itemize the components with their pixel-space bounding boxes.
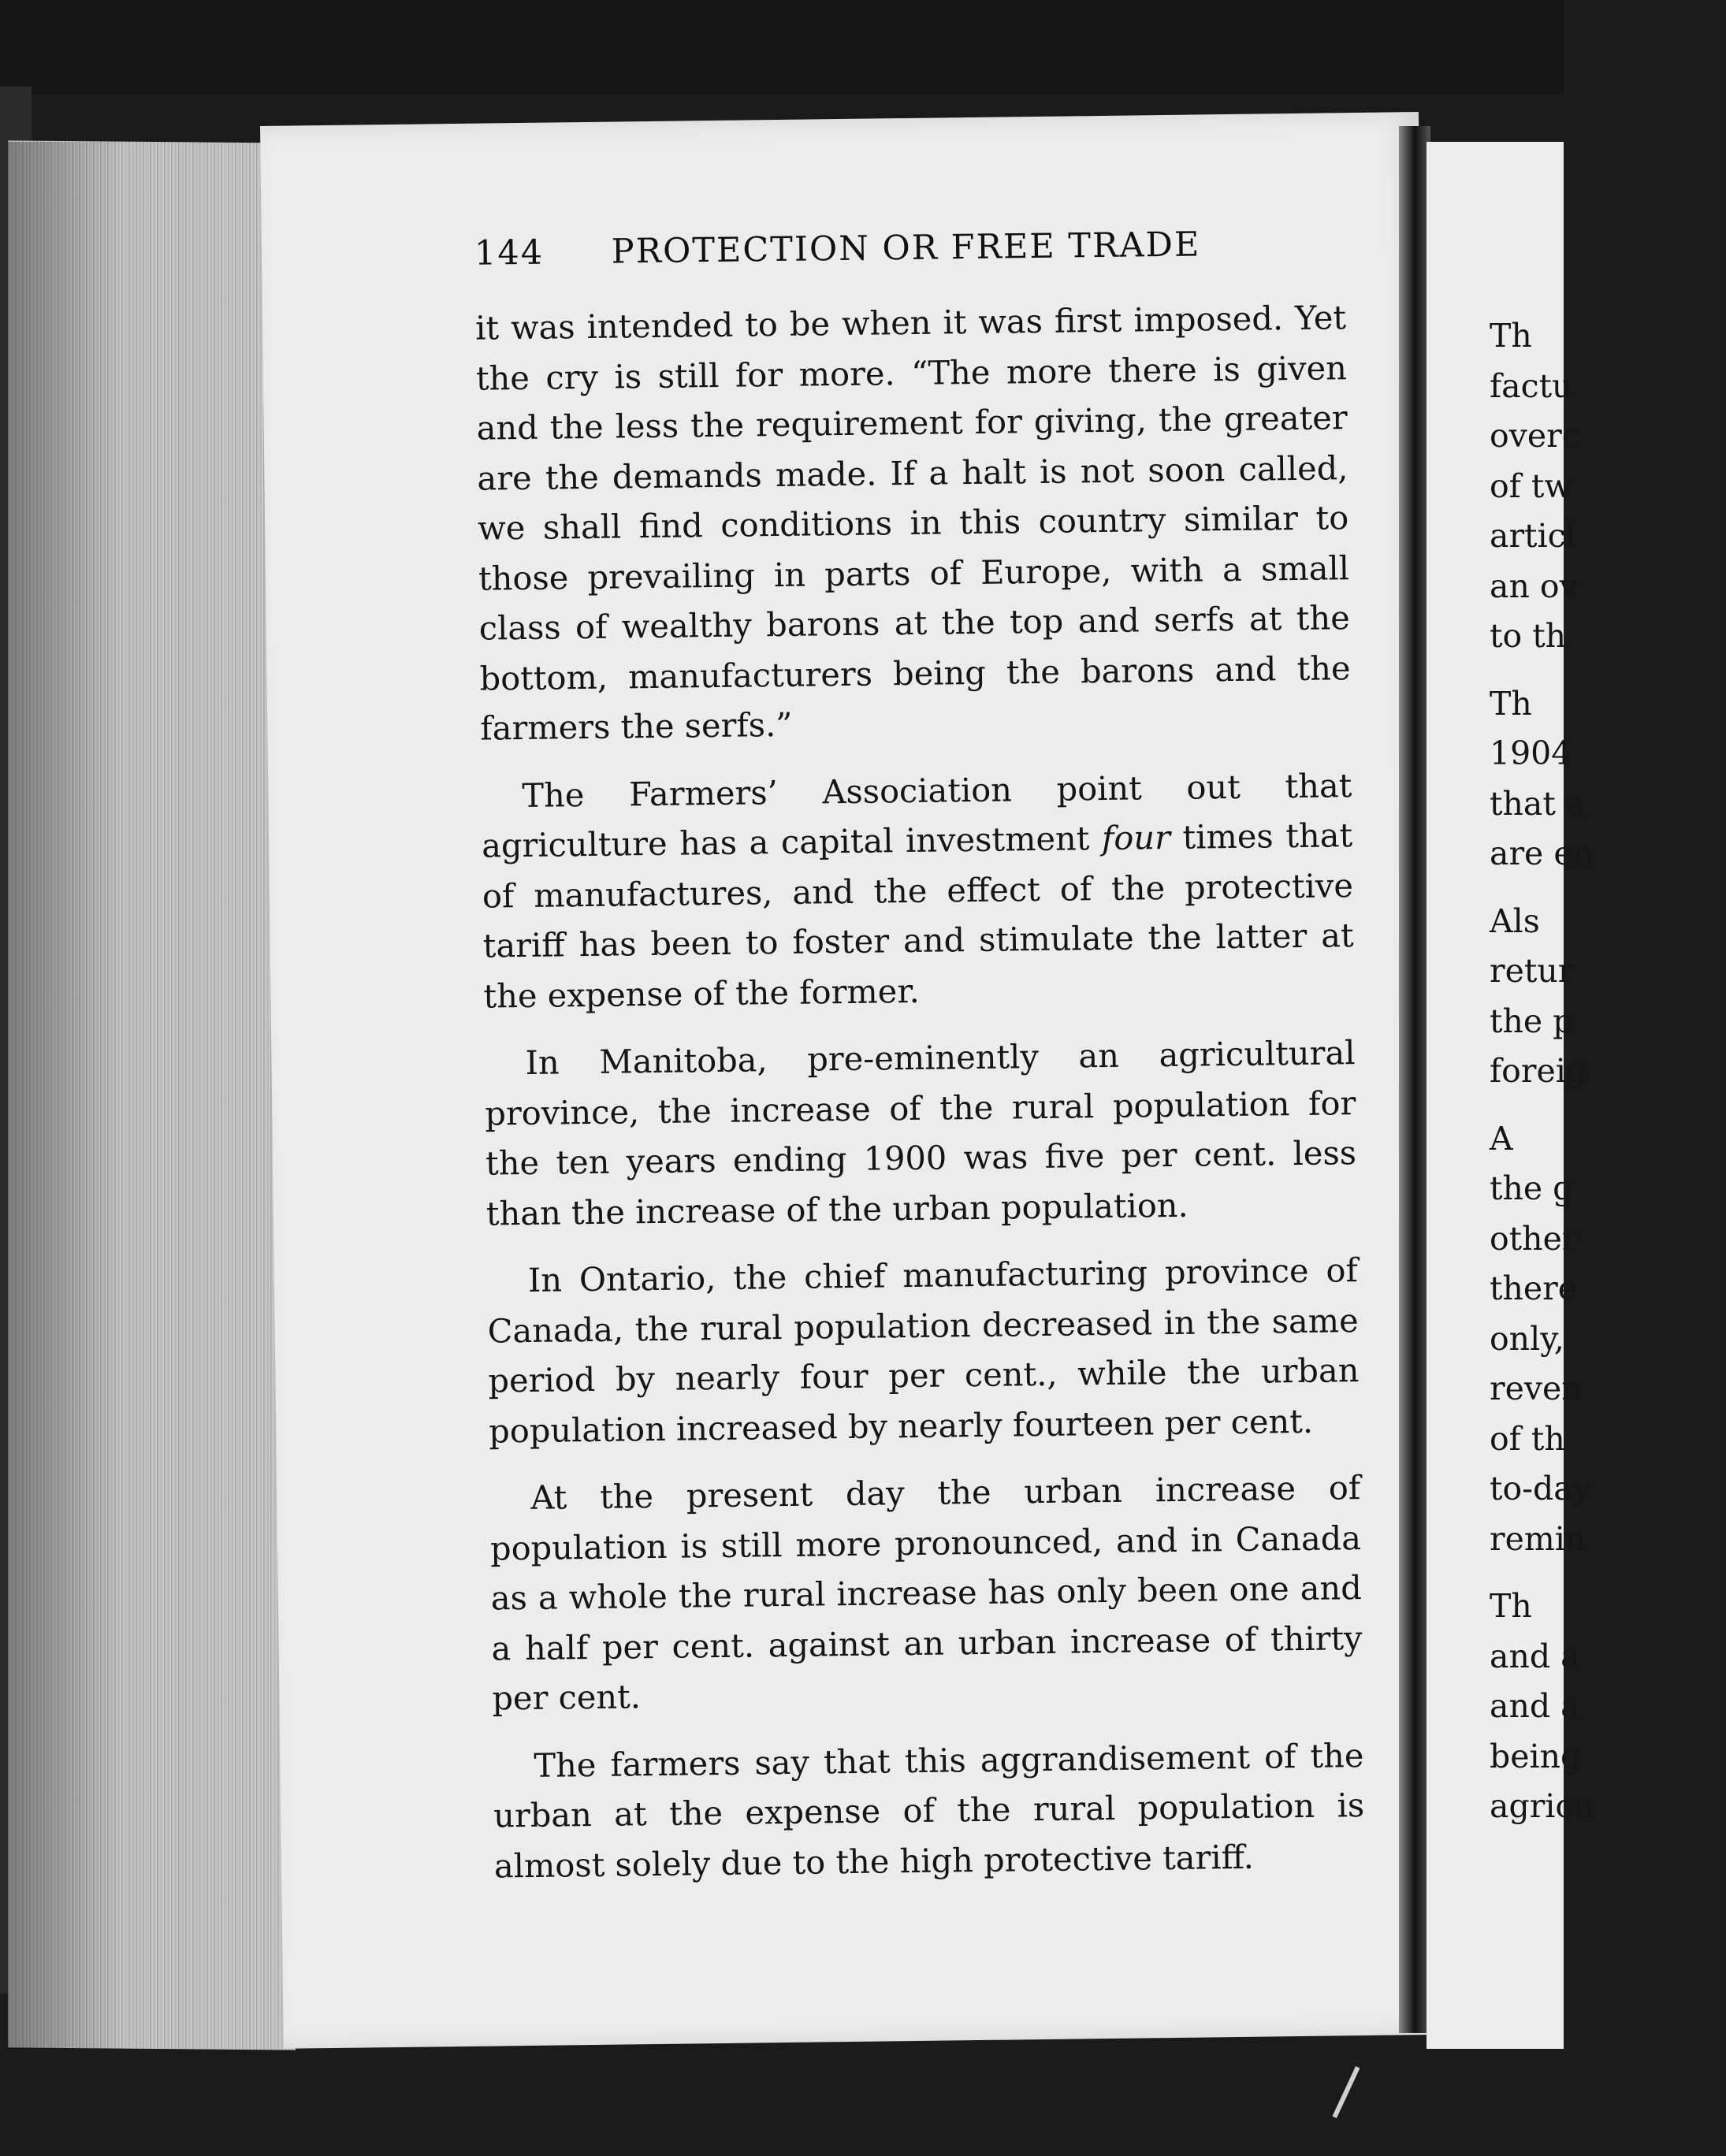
right-line: agricu: [1490, 1787, 1594, 1825]
right-line: Th: [1490, 684, 1532, 723]
right-line: Th: [1490, 1587, 1532, 1625]
right-line: there: [1490, 1269, 1578, 1307]
paragraph-2-italic: four: [1101, 817, 1171, 858]
running-header: [474, 225, 1201, 273]
running-title: PROTECTION OR FREE TRADE: [611, 225, 1201, 272]
right-line: remin: [1490, 1519, 1587, 1558]
paragraph-3: In Manitoba, pre-eminently an agricultural province, the increase of the rural population for the ten years ending 1900 was five per cent. less than the increase of the urban population.: [485, 1033, 1357, 1233]
right-page-text: [1490, 311, 1726, 1832]
paragraph-5: At the present day the urban increase of population is still more pronounced, and in Canada as a whole the rural increase has only been one and a half per cent. against an urban increase of thirty per cent.: [489, 1468, 1363, 1718]
page-body: [475, 292, 1366, 1890]
page-number: 144: [474, 232, 545, 273]
right-line: Th: [1490, 317, 1532, 355]
right-line: an ov: [1490, 567, 1578, 605]
right-line: that a: [1490, 784, 1586, 823]
right-line: reven: [1490, 1370, 1583, 1407]
book-edge-shading: [8, 142, 296, 2049]
paragraph-2: [481, 760, 1355, 1021]
right-line: A: [1490, 1119, 1513, 1158]
book-gutter: [1399, 126, 1430, 2033]
right-line: being: [1490, 1737, 1582, 1775]
right-line: overc: [1490, 417, 1580, 455]
right-page: [1427, 142, 1594, 2049]
scan-scratch-mark: [1332, 2066, 1360, 2118]
right-line: the p: [1490, 1002, 1574, 1040]
right-line: and a: [1490, 1637, 1580, 1675]
right-line: articl: [1490, 517, 1576, 555]
right-line: to th: [1490, 617, 1567, 655]
right-line: the g: [1490, 1169, 1574, 1207]
right-line: other: [1490, 1219, 1578, 1258]
right-line: are en: [1490, 835, 1594, 872]
right-line: Als: [1490, 901, 1540, 940]
right-line: factu: [1490, 366, 1573, 405]
paragraph-1: it was intended to be when it was first imposed. Yet the cry is still for more. “The more there is given and the less the requirement for giving, the greater are the demands made. If a halt is not soon called, we shall find conditions in this country similar to those prevailing in parts of Europe, with a small class of wealthy barons at the top and serfs at the bottom, manufacturers being the barons and the farmers the serfs.”: [474, 298, 1351, 748]
scan-background-top: [0, 0, 1564, 95]
paragraph-2-end: times that of manufactures, and the effect of the protective tariff has been to foster and stimulate the latter at the expense of the former.: [482, 816, 1354, 1016]
right-line: only,: [1490, 1319, 1564, 1358]
right-line: foreig: [1490, 1052, 1587, 1090]
right-line: of tw: [1490, 467, 1572, 505]
paragraph-4: In Ontario, the chief manufacturing province of Canada, the rural population decreased in the same period by nearly four per cent., while the urban population increased by nearly fourteen per cent.: [487, 1251, 1360, 1451]
right-line: retur: [1490, 952, 1574, 990]
left-page: [260, 112, 1442, 2049]
right-line: to-day: [1490, 1470, 1591, 1507]
right-line: of th: [1490, 1419, 1565, 1458]
right-line: and a: [1490, 1687, 1580, 1725]
paragraph-2-start: The Farmers’ Association point out that agriculture has a capital investment: [481, 765, 1352, 865]
paragraph-6: The farmers say that this aggrandisement of the urban at the expense of the rural population is almost solely due to the high protective tariff.: [493, 1735, 1365, 1886]
right-line: 1904: [1490, 734, 1572, 772]
